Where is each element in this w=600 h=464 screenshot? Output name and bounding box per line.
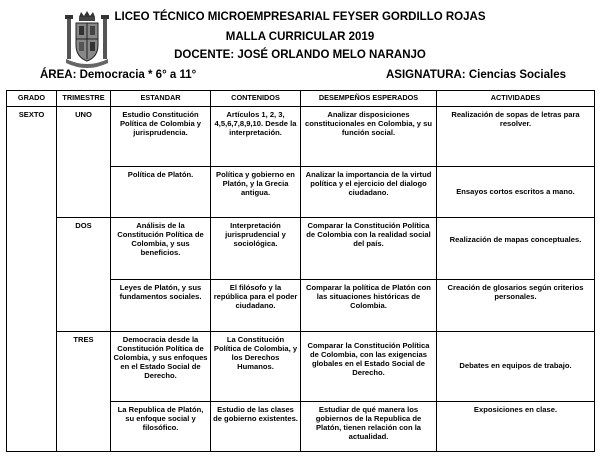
table-row bbox=[7, 332, 595, 402]
actividades-cell: Ensayos cortos escritos a mano. bbox=[437, 167, 595, 218]
estandar-cell: Análisis de la Constitución Política de Colombia, y sus beneficios. bbox=[111, 218, 211, 280]
term-cell-tres: TRES bbox=[57, 332, 111, 452]
col-header-actividades: ACTIVIDADES bbox=[437, 91, 595, 107]
contenidos-cell: La Constitución Política de Colombia, y los Derechos Humanos. bbox=[211, 332, 301, 402]
estandar-cell: Política de Platón. bbox=[111, 167, 211, 218]
actividades-cell: Creación de glosarios según criterios personales. bbox=[437, 280, 595, 332]
table-header-row bbox=[7, 91, 595, 107]
term-cell-dos: DOS bbox=[57, 218, 111, 332]
actividades-cell: Debates en equipos de trabajo. bbox=[437, 332, 595, 402]
table-row bbox=[7, 107, 595, 167]
desempenos-cell: Comparar la Constitución Política de Colombia, con las exigencias globales en el Estado Social de Derecho. bbox=[301, 332, 437, 402]
actividades-cell: Realización de mapas conceptuales. bbox=[437, 218, 595, 280]
contenidos-cell: Interpretación jurisprudencial y sociológica. bbox=[211, 218, 301, 280]
col-header-contenidos: CONTENIDOS bbox=[211, 91, 301, 107]
document-title: MALLA CURRICULAR 2019 bbox=[225, 31, 375, 43]
estandar-cell: Democracia desde la Constitución Política de Colombia, y sus enfoques en el Estado Social de Derecho. bbox=[111, 332, 211, 402]
col-header-grado: GRADO bbox=[7, 91, 57, 107]
actividades-cell: Exposiciones en clase. bbox=[437, 402, 595, 452]
desempenos-cell: Analizar disposiciones constitucionales en Colombia, y su función social. bbox=[301, 107, 437, 167]
actividades-cell: Realización de sopas de letras para resolver. bbox=[437, 107, 595, 167]
contenidos-cell: Estudio de las clases de gobierno existentes. bbox=[211, 402, 301, 452]
estandar-cell: Estudio Constitución Política de Colombia y jurisprudencia. bbox=[111, 107, 211, 167]
estandar-cell: Leyes de Platón, y sus fundamentos sociales. bbox=[111, 280, 211, 332]
grade-cell: SEXTO bbox=[7, 107, 57, 452]
col-header-estandar: ESTANDAR bbox=[111, 91, 211, 107]
school-name: LICEO TÉCNICO MICROEMPRESARIAL FEYSER GORDILLO ROJAS bbox=[114, 11, 486, 23]
curriculum-table bbox=[6, 90, 595, 452]
desempenos-cell: Comparar la política de Platón con las situaciones históricas de Colombia. bbox=[301, 280, 437, 332]
teacher-name: DOCENTE: JOSÉ ORLANDO MELO NARANJO bbox=[174, 49, 426, 61]
contenidos-cell: El filósofo y la república para el poder ciudadano. bbox=[211, 280, 301, 332]
desempenos-cell: Analizar la importancia de la virtud política y el ejercicio del dialogo ciudadano. bbox=[301, 167, 437, 218]
desempenos-cell: Estudiar de qué manera los gobiernos de la Republica de Platón, tienen relación con la actualidad. bbox=[301, 402, 437, 452]
term-cell-uno: UNO bbox=[57, 107, 111, 218]
col-header-trimestre: TRIMESTRE bbox=[57, 91, 111, 107]
col-header-desempenos: DESEMPEÑOS ESPERADOS bbox=[301, 91, 437, 107]
estandar-cell: La Republica de Platón, su enfoque social y filosófico. bbox=[111, 402, 211, 452]
contenidos-cell: Política y gobierno en Platón, y la Grecia antigua. bbox=[211, 167, 301, 218]
contenidos-cell: Artículos 1, 2, 3, 4,5,6,7,8,9,10. Desde la interpretación. bbox=[211, 107, 301, 167]
desempenos-cell: Comparar la Constitución Política de Colombia con la realidad social del país. bbox=[301, 218, 437, 280]
table-row bbox=[7, 218, 595, 280]
subject-label: ASIGNATURA: Ciencias Sociales bbox=[386, 69, 567, 81]
area-label: ÁREA: Democracia * 6° a 11° bbox=[40, 69, 197, 81]
